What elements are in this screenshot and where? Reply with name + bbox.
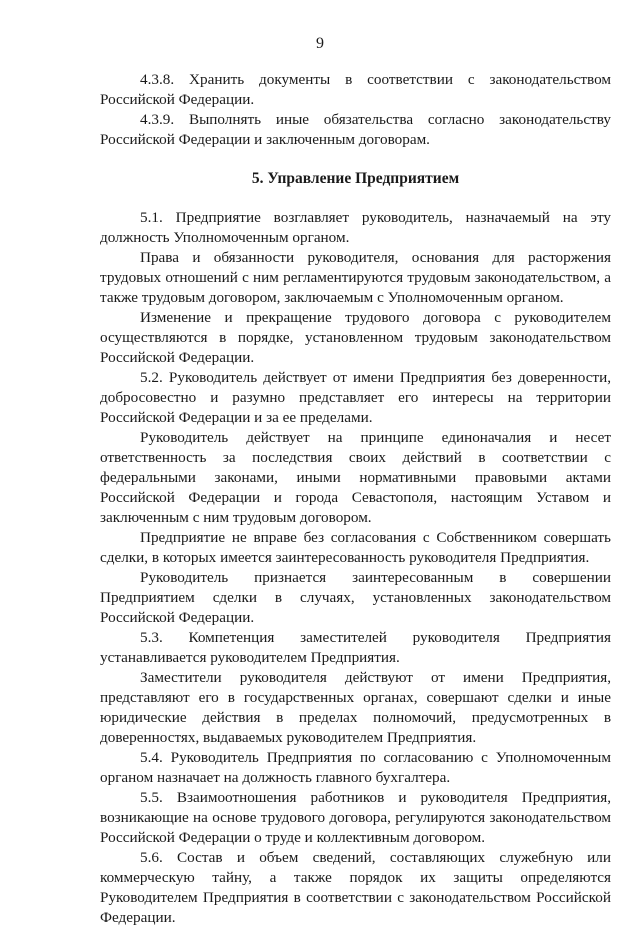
clause-5-4: 5.4. Руководитель Предприятия по согласованию с Уполномоченным органом назначает на должность главного бухгалтера. (100, 749, 611, 786)
paragraph: Руководитель признается заинтересованным в совершении Предприятием сделки в случаях, установленных законодательством Российской Федерации. (100, 569, 611, 626)
paragraph: Заместители руководителя действуют от имени Предприятия, представляют его в государственных органах, совершают сделки и иные юридические действия в пределах полномочий, предусмотренных в доверенностях, выдаваемых руководителем Предприятия. (100, 669, 611, 746)
clause-4-3-8: 4.3.8. Хранить документы в соответствии с законодательством Российской Федерации. (100, 71, 611, 108)
paragraph: Предприятие не вправе без согласования с Собственником совершать сделки, в которых имеется заинтересованность руководителя Предприятия. (100, 529, 611, 566)
clause-5-2: 5.2. Руководитель действует от имени Предприятия без доверенности, добросовестно и разумно представляет его интересы на территории Российской Федерации и за ее пределами. (100, 369, 611, 426)
clause-5-3: 5.3. Компетенция заместителей руководителя Предприятия устанавливается руководителем Предприятия. (100, 629, 611, 666)
clause-5-6: 5.6. Состав и объем сведений, составляющих служебную или коммерческую тайну, а также порядок их защиты определяются Руководителем Предприятия в соответствии с законодательством Российской Федерации. (100, 849, 611, 926)
page-number: 9 (316, 35, 324, 52)
section-title: 5. Управление Предприятием (251, 170, 460, 187)
clause-5-1: 5.1. Предприятие возглавляет руководитель, назначаемый на эту должность Уполномоченным органом. (100, 209, 611, 246)
paragraph: Права и обязанности руководителя, основания для расторжения трудовых отношений с ним регламентируются трудовым законодательством, а также трудовым договором, заключаемым с Уполномоченным органом. (100, 249, 611, 306)
page-content (100, 70, 611, 928)
paragraph: Изменение и прекращение трудового договора с руководителем осуществляются в порядке, установленном трудовым законодательством Российской Федерации. (100, 309, 611, 366)
paragraph: Руководитель действует на принципе единоначалия и несет ответственность за последствия своих действий в соответствии с федеральными законами, иными нормативными правовыми актами Российской Федерации и города Севастополя, настоящим Уставом и заключенным с ним трудовым договором. (100, 429, 611, 526)
clause-5-5: 5.5. Взаимоотношения работников и руководителя Предприятия, возникающие на основе трудового договора, регулируются законодательством Российской Федерации о труде и коллективным договором. (100, 789, 611, 846)
clause-4-3-9: 4.3.9. Выполнять иные обязательства согласно законодательству Российской Федерации и заключенным договорам. (100, 111, 611, 148)
